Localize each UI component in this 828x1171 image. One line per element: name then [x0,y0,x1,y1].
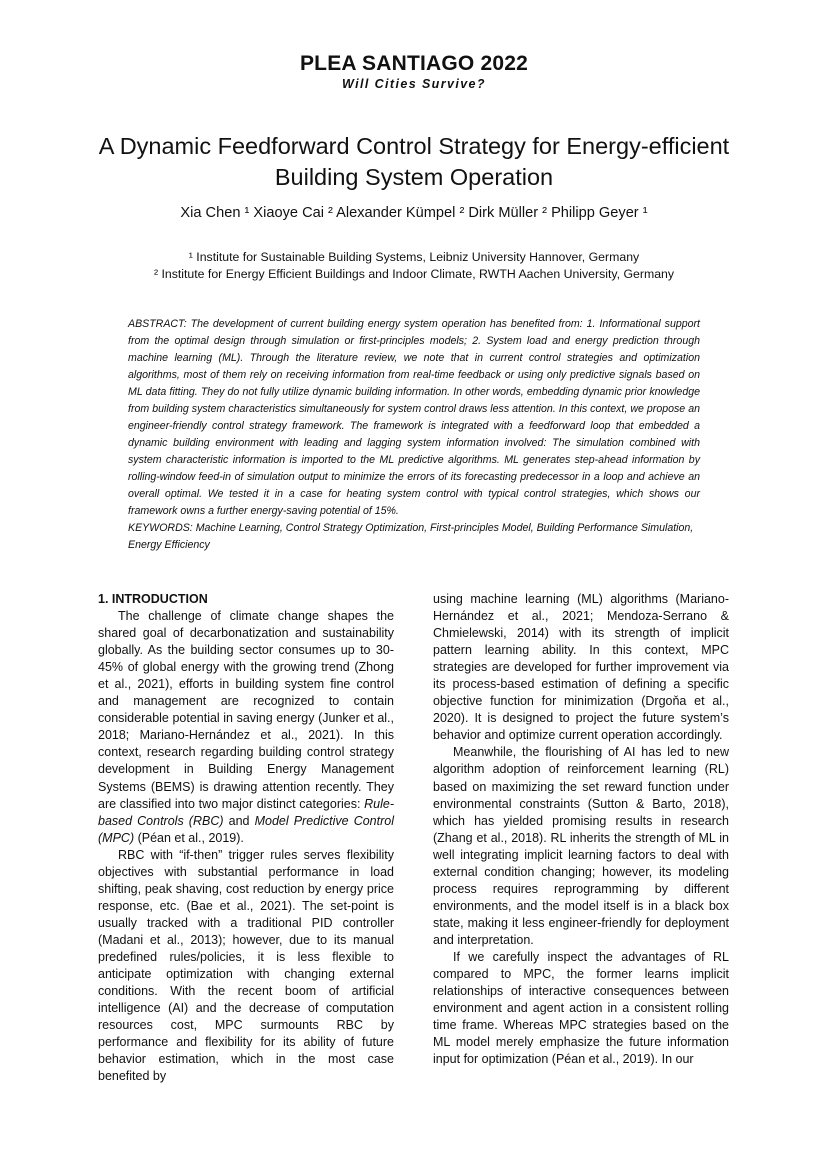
conference-subtitle: Will Cities Survive? [342,77,486,91]
left-column [98,591,394,1085]
keywords-text: KEYWORDS: Machine Learning, Control Strategy Optimization, First-principles Model, Building Performance Simulation, Energy Efficiency [128,522,694,551]
conference-header [0,52,828,91]
abstract-text: ABSTRACT: The development of current building energy system operation has benefited from: 1. Informational support from the optimal design through simulation or first-principles models; 2. System load and energy prediction through machine learning (ML). Through the literature review, we note that in current control strategies and optimization algorithms, most of them rely on receiving information from real-time feedback or using only predictive signals based on ML data fitting. They do not fully utilize dynamic building information. In other words, embedding dynamic prior knowledge from building system characteristics simultaneously for system control draws less attention. In this context, we propose an engineer-friendly control strategy framework. The framework is integrated with a feedforward loop that embedded a dynamic building environment with leading and lagging system information involved: The simulation combined with system characteristic information is imported to the ML predictive algorithms. ML generates step-ahead information by rolling-window feed-in of simulation output to minimize the errors of its forecasting predecessor in a loop and achieve an overall optimal. We tested it in a case for heating system control with typical control strategies, which shows our framework owns a further energy-saving potential of 15%. [128,318,700,517]
intro-paragraph-4: Meanwhile, the flourishing of AI has led to new algorithm adoption of reinforcement learning (RL) based on maximizing the set reward function under environmental constraints (Sutton & Barto, 2018), which has yielded promising results in research (Zhang et al., 2018). RL inherits the strength of ML in well integrating implicit learning factors to deal with external condition changing; however, its modeling process requires reprogramming by different environments, and the model itself is in a black box state, making it less engineer-friendly for deployment and interpretation. [433,745,729,947]
mpc-term: Model Predictive Control (MPC) [98,813,394,845]
intro-paragraph-5: If we carefully inspect the advantages of RL compared to MPC, the former learns implicit relationships of interactive consequences between environment and agent action in a consistent rolling time frame. Whereas MPC strategies based on the ML model merely emphasize the future information input for optimization (Péan et al., 2019). In our [433,949,729,1067]
intro-p1-end: (Péan et al., 2019). [134,830,244,845]
paper-title: A Dynamic Feedforward Control Strategy for Energy-efficient Building System Operation [98,133,730,190]
intro-paragraph-1 [98,608,394,847]
affiliation-1: ¹ Institute for Sustainable Building Systems, Leibniz University Hannover, Germany [188,250,640,264]
abstract-block [128,316,700,554]
and-text: and [223,813,255,828]
author-list: Xia Chen ¹ Xiaoye Cai ² Alexander Kümpel ² Dirk Müller ² Philipp Geyer ¹ [180,205,648,221]
affiliation-2: ² Institute for Energy Efficient Buildings and Indoor Climate, RWTH Aachen University, Germany [153,267,675,281]
conference-title: PLEA SANTIAGO 2022 [299,52,529,75]
intro-paragraph-2: RBC with “if-then” trigger rules serves flexibility objectives with substantial performance in load shifting, peak shaving, cost reduction by energy price response, etc. (Bae et al., 2021). The set-point is usually tracked with a traditional PID controller (Madani et al., 2013); however, due to its manual predefined rules/policies, it is less flexible to anticipate optimization with changing external conditions. With the recent boom of artificial intelligence (AI) and the decrease of computation resources cost, MPC surmounts RBC by performance and flexibility for its ability of future behavior estimation, which in the most case benefited by [98,847,394,1084]
right-column [433,591,729,1068]
section-heading: 1. INTRODUCTION [98,592,208,606]
rbc-term: Rule-based Controls (RBC) [98,796,394,828]
affiliations [0,249,828,283]
intro-paragraph-3: using machine learning (ML) algorithms (Mariano-Hernández et al., 2021; Mendoza-Serrano & Chmielewski, 2014) with its strength of implicit pattern learning ability. In this context, MPC strategies are developed for further improvement via its process-based estimation of defining a specific objective function for minimization (Drgoňa et al., 2020). It is designed to project the future system’s behavior and optimize current operation accordingly. [433,592,729,743]
intro-p1-text: The challenge of climate change shapes the shared goal of decarbonatization and sustainability globally. As the building sector consumes up to 30-45% of global energy with the growing trend (Zhong et al., 2021), efforts in building system fine control and management are recognized to contain considerable potential in saving energy (Junker et al., 2018; Mariano-Hernández et al., 2021). In this context, research regarding building control strategy development in Building Energy Management Systems (BEMS) is drawing attention recently. They are classified into two major distinct categories: [98,609,394,811]
